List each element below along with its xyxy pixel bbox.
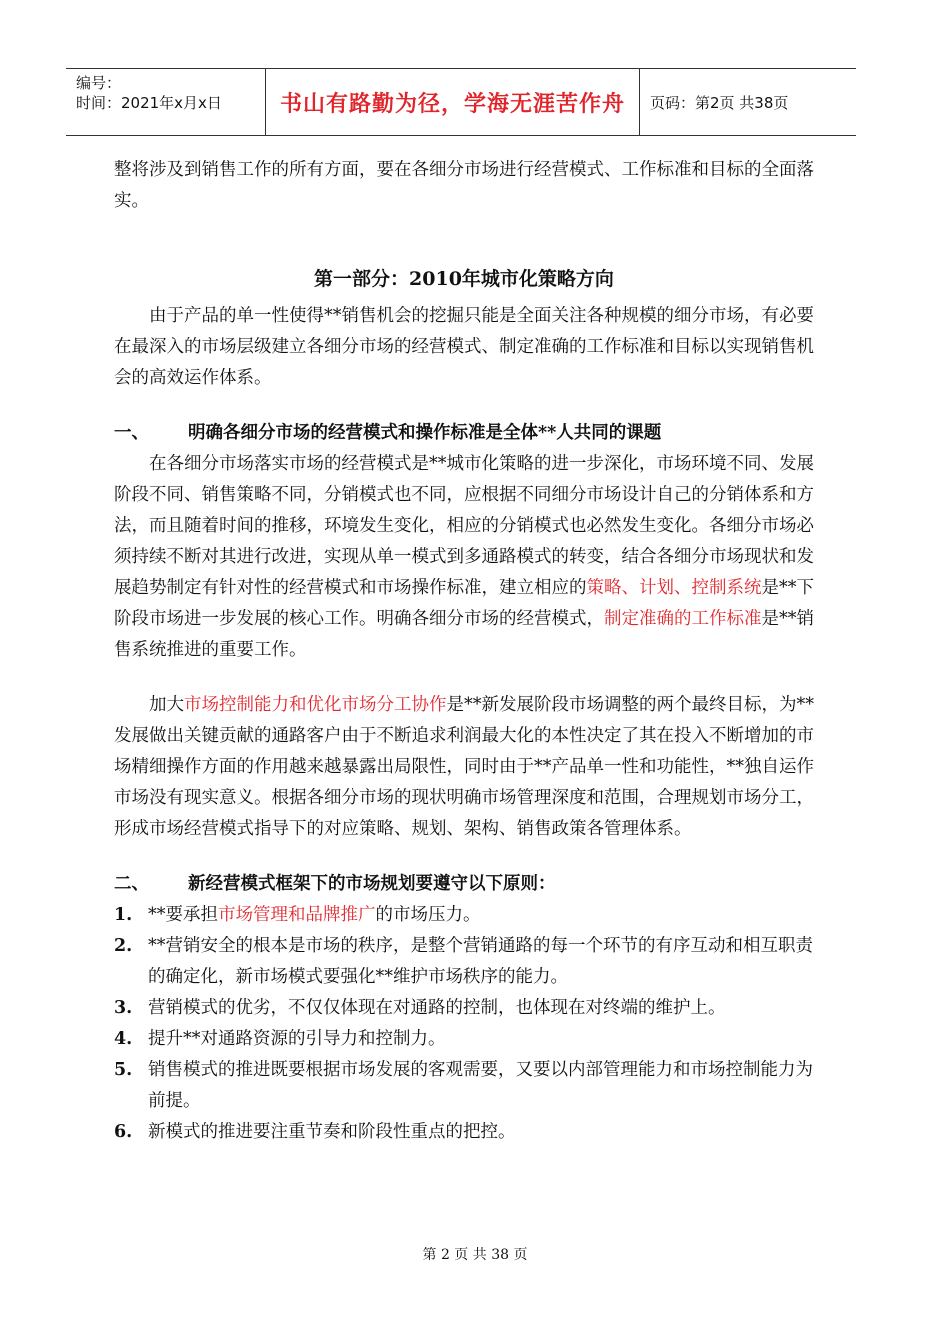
paragraph-one-part-a: 在各细分市场落实市场的经营模式是**城市化策略的进一步深化，市场环境不同、发展阶段不同、销售策略不同，分销模式也不同，应根据不同细分市场设计自己的分销体系和方法，而且随着时间的推移，环境发生变化，相应的分销模式也必然发生变化。各细分市场必须持续不断对其进行改进，实现从单一模式到多通路模式的转变，结合各细分市场现状和发展趋势制定有针对性的经营模式和市场操作标准，建立相应的 [114, 454, 814, 598]
list-item-text: 营销模式的优劣，不仅仅体现在对通路的控制，也体现在对终端的维护上。 [148, 998, 726, 1018]
heading-one-number: 一、 [114, 423, 149, 443]
list-item-text-b: 的市场压力。 [375, 905, 481, 925]
list-item-number: 1. [114, 905, 133, 925]
list-item [114, 900, 814, 931]
list-item-text: **营销安全的根本是市场的秩序，是整个营销通路的每一个环节的有序互动和相互职责的确定化，新市场模式要强化**维护市场秩序的能力。 [148, 936, 813, 987]
list-item [114, 1055, 814, 1117]
list-item-number: 5. [114, 1060, 133, 1080]
list-item [114, 931, 814, 993]
heading-two-text: 新经营模式框架下的市场规划要遵守以下原则： [188, 874, 556, 894]
list-item [114, 1117, 814, 1148]
list-item-text: 提升**对通路资源的引导力和控制力。 [148, 1029, 446, 1049]
paragraph-one-part-b: 是**下阶段市场进一步发展的核心工作。明确各细分市场的经营模式， [114, 578, 814, 629]
heading-two-number: 二、 [114, 874, 149, 894]
list-item-text-a: **要承担 [148, 905, 218, 925]
heading-two [114, 869, 814, 900]
section-paragraph: 由于产品的单一性使得**销售机会的挖掘只能是全面关注各种规模的细分市场，有必要在最深入的市场层级建立各细分市场的经营模式、制定准确的工作标准和目标以实现销售机会的高效运作体系。 [114, 306, 814, 388]
list-item [114, 1024, 814, 1055]
paragraph-two-part-b: 是**新发展阶段市场调整的两个最终目标，为**发展做出关键贡献的通路客户由于不断追求利润最大化的本性决定了其在投入不断增加的市场精细操作方面的作用越来越暴露出局限性，同时由于**产品单一性和功能性，**独自运作市场没有现实意义。根据各细分市场的现状明确市场管理深度和范围，合理规划市场分工，形成市场经营模式指导下的对应策略、规划、架构、销售政策各管理体系。 [114, 695, 814, 839]
list-item-number: 6. [114, 1122, 133, 1142]
number-label: 编号： [76, 74, 122, 92]
heading-one [114, 418, 814, 449]
list-item [114, 993, 814, 1024]
list-item-text: 销售模式的推进既要根据市场发展的客观需要，又要以内部管理能力和市场控制能力为前提。 [148, 1060, 813, 1111]
paragraph-two-part-a: 加大 [149, 695, 184, 715]
time-label: 时间：2021年x月x日 [76, 94, 222, 112]
page-header [66, 68, 856, 136]
highlight-market-control: 市场控制能力和优化市场分工协作 [184, 695, 447, 715]
header-meta [66, 69, 266, 135]
paragraph-one [114, 449, 814, 666]
heading-one-text: 明确各细分市场的经营模式和操作标准是全体**人共同的课题 [188, 423, 662, 443]
list-item-text: 新模式的推进要注重节奏和阶段性重点的把控。 [148, 1122, 516, 1142]
list-item-text [148, 900, 814, 931]
list-item-number: 2. [114, 936, 133, 956]
list-item-number: 4. [114, 1029, 133, 1049]
page-footer: 第 2 页 共 38 页 [422, 1247, 528, 1263]
intro-paragraph: 整将涉及到销售工作的所有方面，要在各细分市场进行经营模式、工作标准和目标的全面落实。 [114, 160, 814, 211]
highlight-brand-promotion: 市场管理和品牌推广 [218, 905, 376, 925]
highlight-strategy-system: 策略、计划、控制系统 [586, 578, 762, 598]
section-title: 第一部分：2010年城市化策略方向 [314, 268, 614, 290]
paragraph-one-part-c: 是**销售系统推进的重要工作。 [114, 609, 814, 660]
list-item-number: 3. [114, 998, 133, 1018]
paragraph-two [114, 690, 814, 845]
header-page-label: 页码：第2页 共38页 [650, 93, 789, 112]
highlight-work-standard: 制定准确的工作标准 [604, 609, 762, 629]
header-motto: 书山有路勤为径，学海无涯苦作舟 [266, 69, 640, 135]
document-body [114, 155, 814, 1148]
